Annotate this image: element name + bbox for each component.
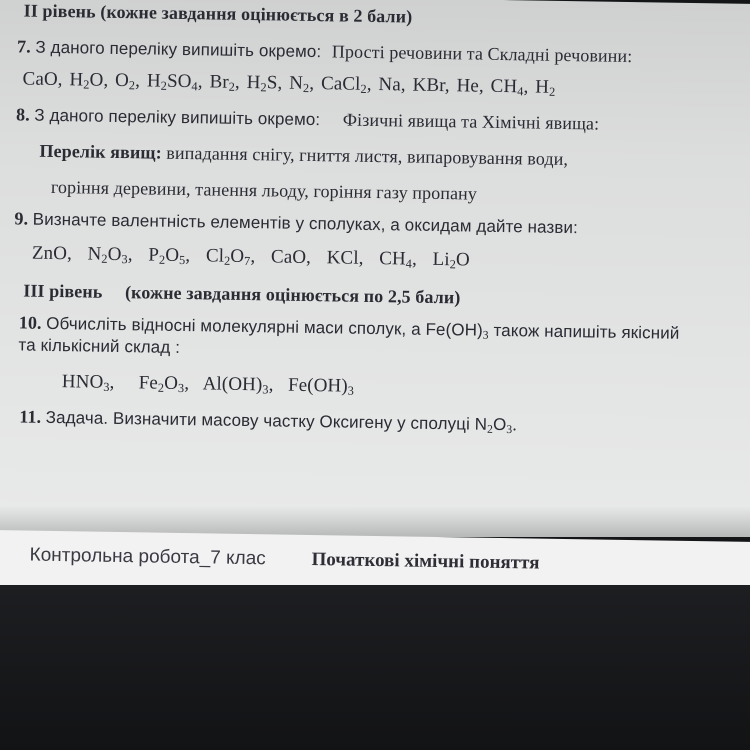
task-10-formulas: $HNO_3$, $Fe_2O_3$, $Al(OH)_3$, $Fe(OH)_3$: [61, 371, 355, 398]
task-7-formulas: CaO, $H_2O$, $O_2$, $H_2SO_4$, $Br_2$, $H_2S$, $N_2$, CaCl$_2$, Na, KBr, He, $CH_4$, $H_2$: [22, 68, 556, 99]
task-9-text: Визначте валентність елементів у сполуках, а оксидам дайте назви:: [32, 209, 579, 238]
task-8-number: 8.: [15, 104, 30, 125]
task-11-number: 11.: [19, 406, 42, 427]
task-8-list-label: Перелік явищ:: [39, 140, 162, 163]
dark-background: [0, 585, 750, 750]
level-2-header: ІІ рівень (кожне завдання оцінюється в 2 бали): [23, 0, 413, 27]
task-9: [14, 208, 578, 238]
task-7-number: 7.: [16, 36, 32, 57]
task-9-formulas: ZnO, $N_2O_3$, $P_2O_5$, $Cl_2O_7$, CaO, KCl, $CH_4$, $Li_2O$: [31, 242, 470, 272]
footer-title: Контрольна робота_7 клас: [29, 544, 266, 570]
task-8-categories: Фізичні явища та Хімічні явища:: [342, 109, 600, 134]
task-11: 11. Задача. Визначити масову частку Оксигену у сполуці $N_2O_3$.: [19, 406, 518, 437]
task-8: [16, 104, 599, 134]
task-8-text: З даного переліку випишіть окремо:: [34, 105, 321, 130]
task-7-text: З даного переліку випишіть окремо:: [35, 37, 322, 62]
task-10-line2: та кількісний склад :: [18, 335, 181, 357]
task-9-number: 9.: [14, 208, 29, 229]
task-10-line1: 10. Обчисліть відносні молекулярні маси сполук, а $Fe(OH)_3$ також напишіть якісний: [18, 312, 680, 343]
task-8-list-line1: Перелік явищ: випадання снігу, гниття листя, випаровування води,: [39, 140, 569, 170]
footer-subject: Початкові хімічні поняття: [311, 548, 540, 574]
task-10-number: 10.: [18, 312, 42, 333]
task-7: [17, 36, 633, 67]
task-7-categories: Прості речовини та Складні речовини:: [331, 41, 633, 67]
task-8-list-line2: горіння деревини, танення льоду, горіння газу пропану: [50, 176, 478, 204]
level-3-header: ІІІ рівень (кожне завдання оцінюється по 2,5 бали): [23, 280, 461, 308]
